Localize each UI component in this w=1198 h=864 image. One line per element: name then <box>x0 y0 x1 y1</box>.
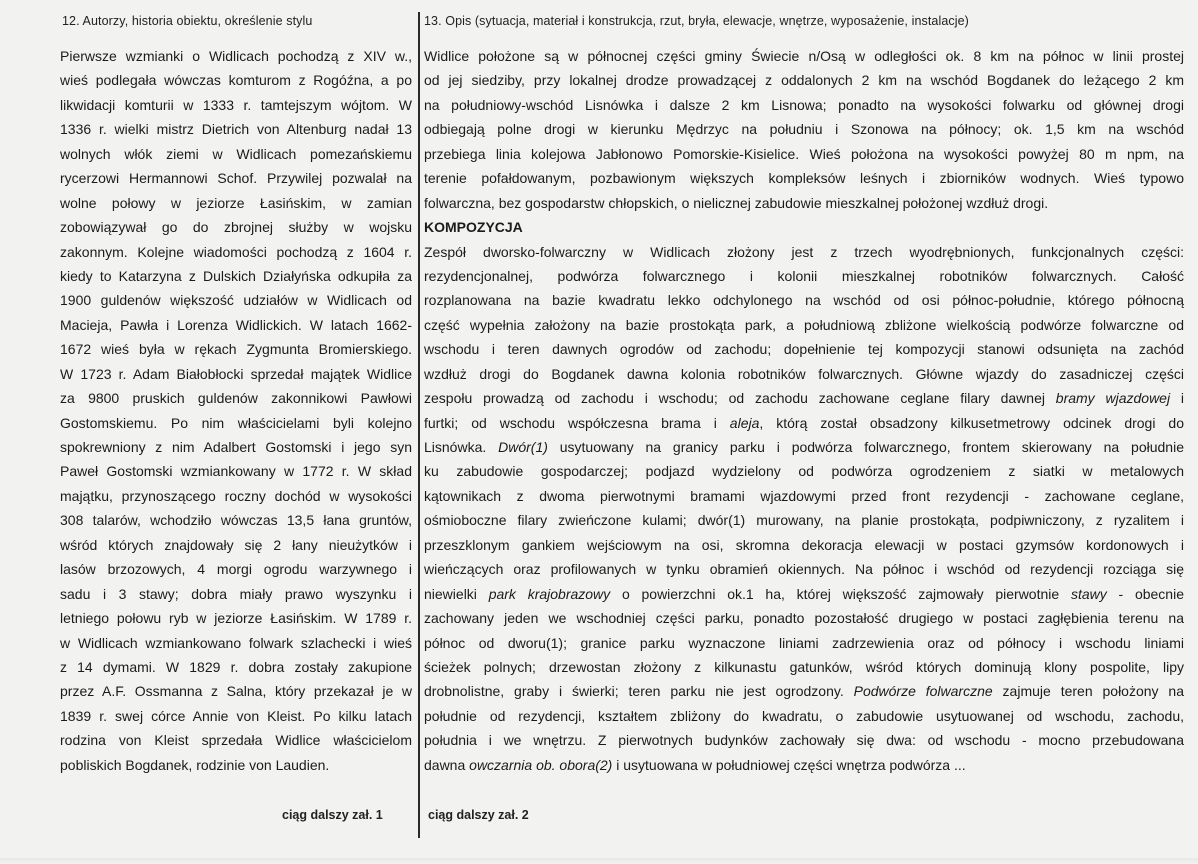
continuation-note-1: ciąg dalszy zał. 1 <box>282 808 383 822</box>
description-line-25: północ od dworu(1); granice parku wyznaczone liniami zadrzewienia oraz od północy i wschodu liniami <box>424 634 1184 651</box>
description-line-18: ku zabudowie gospodarczej; podjazd wydzielony od podwórza ogrodzeniem z siatki w metalowych <box>424 463 1184 480</box>
section-13-header: 13. Opis (sytuacja, materiał i konstrukcja, rzut, bryła, elewacje, wnętrze, wyposażenie, instalacje) <box>424 14 969 28</box>
history-line-9: zakonnym. Kolejne wiadomości pochodzą z 1604 r. <box>60 243 412 260</box>
description-line-2: od jej siedziby, przy lokalnej drodze prowadzącej z oddalonych 2 km na wschód Bogdanek do leżącego 2 km <box>424 72 1184 89</box>
history-line-16: Gostomskiemu. Po nim właścicielami byli kolejno <box>60 414 412 431</box>
history-line-12: Macieja, Pawła i Lorenza Widlickich. W latach 1662- <box>60 316 412 333</box>
history-line-13: 1672 wieś była w rękach Zygmunta Bromierskiego. <box>60 341 412 358</box>
history-line-8: zobowiązywał go do zbrojnej służby w wojsku <box>60 219 412 236</box>
history-text-column <box>60 44 412 777</box>
history-line-4: 1336 r. wielki mistrz Dietrich von Altenburg nadał 13 <box>60 121 412 138</box>
history-line-1: Pierwsze wzmianki o Widlicach pochodzą z XIV w., <box>60 48 412 64</box>
description-line-6: terenie pofałdowanym, pozbawionym większych kompleksów leśnych i zbiorników wodnych. Wieś typowo <box>424 170 1184 187</box>
description-text-column <box>424 44 1184 777</box>
history-line-14: W 1723 r. Adam Białobłocki sprzedał majątek Widlice <box>60 365 412 382</box>
description-line-11: rozplanowana na bazie kwadratu lekko odchylonego na wschód od osi północ-południe, którego północną <box>424 292 1184 309</box>
description-line-12: część wypełnia założony na bazie prostokąta park, a południową zbliżone wielkością podwórze folwarczne od <box>424 316 1184 333</box>
history-line-24: letniego połowu ryb w jeziorze Łasińskim. W 1789 r. <box>60 610 412 627</box>
history-line-29: rodzina von Kleist sprzedała Widlice właścicielom <box>60 732 412 749</box>
history-line-30: pobliskich Bogdanek, rodzinie von Laudien. <box>60 756 330 773</box>
history-line-26: z 14 dymami. W 1829 r. dobra zostały zakupione <box>60 658 412 675</box>
history-line-15: za 9800 pruskich guldenów zakonnikowi Pawłowi <box>60 390 412 407</box>
description-line-10: rezydencjonalnej, podwórza folwarcznego i kolonii mieszkalnej robotników folwarcznych. Całość <box>424 267 1184 284</box>
history-line-6: rycerzowi Hermannowi Schof. Przywilej pozwalał na <box>60 170 412 187</box>
history-line-23: sadu i 3 stawy; dobra miały prawo wyszynku i <box>60 585 412 602</box>
column-divider <box>418 12 420 838</box>
history-line-10: kiedy to Katarzyna z Dulskich Działyńska odkupiła za <box>60 267 412 284</box>
description-line-4: odbiegają polne drogi w kierunku Mędrzyc na południu i Szonowa na północy; ok. 1,5 km na wschód <box>424 121 1184 138</box>
description-line-3: na południowy-wschód Lisnówka i dalsze 2 km Lisnowa; ponadto na wysokości folwarku od głównej drogi <box>424 96 1184 113</box>
description-line-24: zachowany jeden we wschodniej części parku, ponadto pozostałość drugiego w postaci zagłębienia terenu na <box>424 610 1184 627</box>
history-line-25: w Widlicach wzmiankowano folwark szlachecki i wieś <box>60 634 412 651</box>
description-line-23: niewielki park krajobrazowy o powierzchni ok.1 ha, której większość zajmowały pierwotnie stawy - obecnie <box>424 585 1184 602</box>
history-line-2: wieś podlegała wówczas komturom z Rogóźna, a po <box>60 72 412 89</box>
history-line-27: przez A.F. Ossmanna z Salna, który przekazał je w <box>60 683 412 700</box>
description-line-27: drobnolistne, graby i świerki; teren parku nie jest ogrodzony. Podwórze folwarczne zajmuje teren położony na <box>424 683 1184 700</box>
history-line-22: lasów brzozowych, 4 morgi ogrodu warzywnego i <box>60 561 412 578</box>
description-line-17: Lisnówka. Dwór(1) usytuowany na granicy parku i podwórza folwarcznego, frontem skierowany na południe <box>424 439 1184 456</box>
description-line-1: Widlice położone są w północnej części gminy Świecie n/Osą w odległości ok. 8 km na północ w linii prostej <box>424 48 1184 64</box>
history-line-5: wolnych włók ziemi w Widlicach pomezańskiemu <box>60 145 412 162</box>
continuation-note-2: ciąg dalszy zał. 2 <box>428 808 529 822</box>
description-line-9: Zespół dworsko-folwarczny w Widlicach złożony jest z trzech wyodrębnionych, funkcjonalnych części: <box>424 243 1184 260</box>
description-line-19: kątownikach z dwoma pierwotnymi bramami wjazdowymi przed front rezydencji - zachowane ceglane, <box>424 487 1184 504</box>
description-line-28: południe od rezydencji, kształtem zbliżony do kwadratu, o zabudowie usytuowanej od wschodu, zachodu, <box>424 707 1184 724</box>
history-line-11: 1900 guldenów większość udziałów w Widlicach od <box>60 292 412 309</box>
history-line-20: 308 talarów, wchodziło wówczas 13,5 łana gruntów, <box>60 512 412 529</box>
history-line-18: Paweł Gostomski wzmiankowany w 1772 r. W skład <box>60 463 412 480</box>
history-line-7: wolne połowy w jeziorze Łasińskim, w zamian <box>60 194 412 211</box>
history-line-19: majątku, przynoszącego roczny dochód w wysokości <box>60 487 412 504</box>
history-line-3: likwidacji komturii w 1333 r. tamtejszym wójtom. W <box>60 96 412 113</box>
description-line-30: dawna owczarnia ob. obora(2) i usytuowana w południowej części wnętrza podwórza ... <box>424 756 966 773</box>
description-line-21: przeszklonym gankiem wejściowym na osi, skromna dekoracja elewacji w postaci gzymsów kordonowych i <box>424 536 1184 553</box>
description-line-15: zespołu prowadzą od zachodu i wschodu; od zachodu zachowane ceglane filary dawnej bramy wjazdowej i <box>424 390 1184 407</box>
description-line-16: furtki; od wschodu współczesna brama i aleja, którą został obsadzony kilkusetmetrowy odcinek drogi do <box>424 414 1184 431</box>
description-line-26: ścieżek polnych; drzewostan złożony z kilkunastu gatunków, wśród których dominują klony pospolite, lipy <box>424 658 1184 675</box>
description-line-22: wieńczących oraz profilowanych w tynku obramień okiennych. Na północ i wschód od rezydencji rozciąga się <box>424 561 1184 578</box>
description-line-29: południa i we wnętrzu. Z pierwotnych budynków zachowały się dwa: od wschodu - mocno przebudowana <box>424 732 1184 749</box>
section-12-header: 12. Autorzy, historia obiektu, określenie stylu <box>62 14 313 28</box>
scan-edge <box>0 858 1198 864</box>
description-line-13: wschodu i teren dawnych ogrodów od zachodu; dopełnienie tej kompozycji stanowi odsunięta na zachód <box>424 341 1184 358</box>
description-line-7: folwarczna, bez gospodarstw chłopskich, o nielicznej zabudowie mieszkalnej położonej wzdłuż drogi. <box>424 194 1049 211</box>
description-line-8: KOMPOZYCJA <box>424 219 523 236</box>
history-line-21: wśród których znajdowały się 2 łany nieużytków i <box>60 536 412 553</box>
description-line-14: wzdłuż drogi do Bogdanek dawna kolonia robotników folwarcznych. Główne wjazdy do zasadniczej części <box>424 365 1184 382</box>
description-line-5: przebiega linia kolejowa Jabłonowo Pomorskie-Kisielice. Wieś położona na wysokości powyżej 80 m npm, na <box>424 145 1184 162</box>
history-line-17: spokrewniony z nim Adalbert Gostomski i jego syn <box>60 439 412 455</box>
history-line-28: 1839 r. swej córce Annie von Kleist. Po kilku latach <box>60 707 412 724</box>
description-line-20: ośmioboczne filary zwieńczone kulami; dwór(1) murowany, na planie prostokąta, podpiwniczony, z ryzalitem i <box>424 512 1184 529</box>
